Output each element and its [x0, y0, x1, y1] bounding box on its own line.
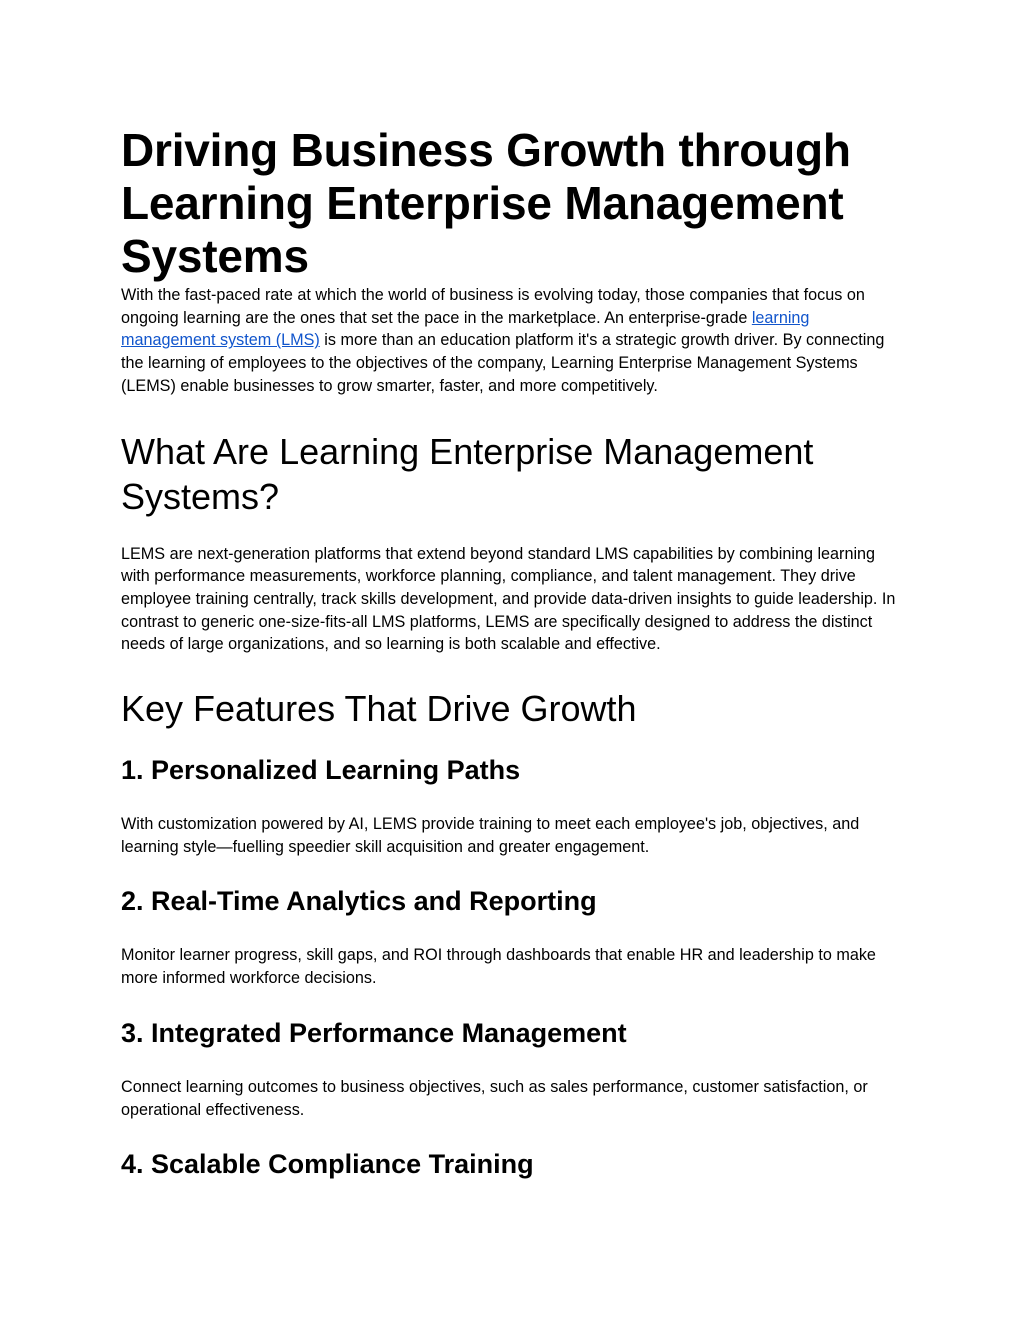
- intro-text-before-link: With the fast-paced rate at which the world of business is evolving today, those companies that focus on ongoing learning are the ones that set the pace in the marketplace. An enterprise-grade: [121, 286, 865, 327]
- feature-paragraph-personalized-learning: With customization powered by AI, LEMS provide training to meet each employee's job, objectives, and learning style—fuelling speedier skill acquisition and greater engagement.: [121, 815, 860, 856]
- section-heading-key-features: Key Features That Drive Growth: [121, 688, 637, 730]
- feature-heading-personalized-learning: 1. Personalized Learning Paths: [121, 755, 521, 786]
- section-heading-what-are-lems: What Are Learning Enterprise Management Systems?: [121, 430, 814, 517]
- lms-link[interactable]: learning management system (LMS): [121, 308, 810, 350]
- feature-paragraph-realtime-analytics: Monitor learner progress, skill gaps, and ROI through dashboards that enable HR and leadership to make more informed workforce decisions.: [121, 946, 876, 988]
- intro-text-after-link: is more than an education platform it's a strategic growth driver. By connecting the learning of employees to the objectives of the company, Learning Enterprise Management Systems (LEMS) enable businesses to grow smarter, faster, and more competitively.: [121, 331, 885, 395]
- document-page: [121, 124, 906, 1181]
- feature-heading-realtime-analytics: 2. Real-Time Analytics and Reporting: [121, 886, 597, 917]
- feature-heading-compliance-training: 4. Scalable Compliance Training: [121, 1149, 534, 1180]
- intro-paragraph: [121, 284, 906, 398]
- section-paragraph-what-are-lems: LEMS are next-generation platforms that extend beyond standard LMS capabilities by combining learning with performance measurements, workforce planning, compliance, and talent management. They drive employee training centrally, track skills development, and provide data-driven insights to guide leadership. In contrast to generic one-size-fits-all LMS platforms, LEMS are specifically designed to address the distinct needs of large organizations, and so learning is both scalable and effective.: [121, 544, 896, 654]
- feature-heading-performance-management: 3. Integrated Performance Management: [121, 1017, 627, 1048]
- feature-paragraph-performance-management: Connect learning outcomes to business objectives, such as sales performance, customer satisfaction, or operational effectiveness.: [121, 1077, 868, 1119]
- page-title: Driving Business Growth through Learning Enterprise Management Systems: [121, 124, 851, 282]
